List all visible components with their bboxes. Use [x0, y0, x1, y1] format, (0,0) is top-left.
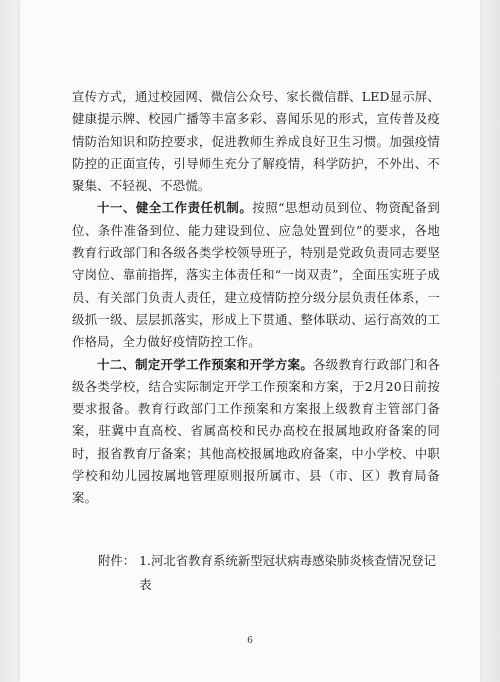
section-12-body: 各级教育行政部门和各级各类学校，结合实际制定开学工作预案和方案，于2月20日前按要求报备。教育行政部门工作预案和方案报上级教育主管部门备案，驻冀中直高校、省属高校和民办高校在报属地政府备案的同时，报省教育厅备案；其他高校报属地政府备案，中小学校、中职学校和幼儿园按属地管理原则报所属市、县（市、区）教育局备案。: [72, 356, 441, 506]
paragraph-continuation: 宣传方式，通过校园网、微信公众号、家长微信群、LED显示屏、健康提示牌、校园广播等丰富多彩、喜闻乐见的形式，宣传普及疫情防治知识和防控要求，促进教师生养成良好卫生习惯。加强疫情防控的正面宣传，引导师生充分了解疫情，科学防护，不外出、不聚集、不轻视、不恐慌。: [72, 89, 440, 194]
section-11-body: 按照“思想动员到位、物资配备到位、条件准备到位、能力建设到位、应急处置到位”的要求，各地教育行政部门和各级各类学校领导班子，特别是党政负责同志要坚守岗位、靠前指挥，落实主体责任和“一岗双责”，全面压实班子成员、有关部门负责人责任，建立疫情防控分级分层负责任体系，一级抓一级、层层抓落实，形成上下贯通、整体联动、运行高效的工作格局，全力做好疫情防控工作。: [72, 200, 440, 350]
section-11-heading: 十一、健全工作责任机制。: [97, 200, 253, 216]
paragraph-section-12: [72, 354, 440, 510]
attachment-item: 1.河北省教育系统新型冠状病毒感染肺炎核查情况登记表: [139, 553, 436, 592]
attachment-row: [98, 549, 438, 597]
attachment-label: 附件：: [98, 553, 136, 568]
section-12-heading: 十二、制定开学工作预案和开学方案。: [97, 356, 314, 372]
attachment-block: [98, 549, 438, 597]
document-body: [72, 86, 440, 510]
page-number: 6: [247, 636, 253, 646]
paragraph-section-11: [72, 197, 440, 353]
